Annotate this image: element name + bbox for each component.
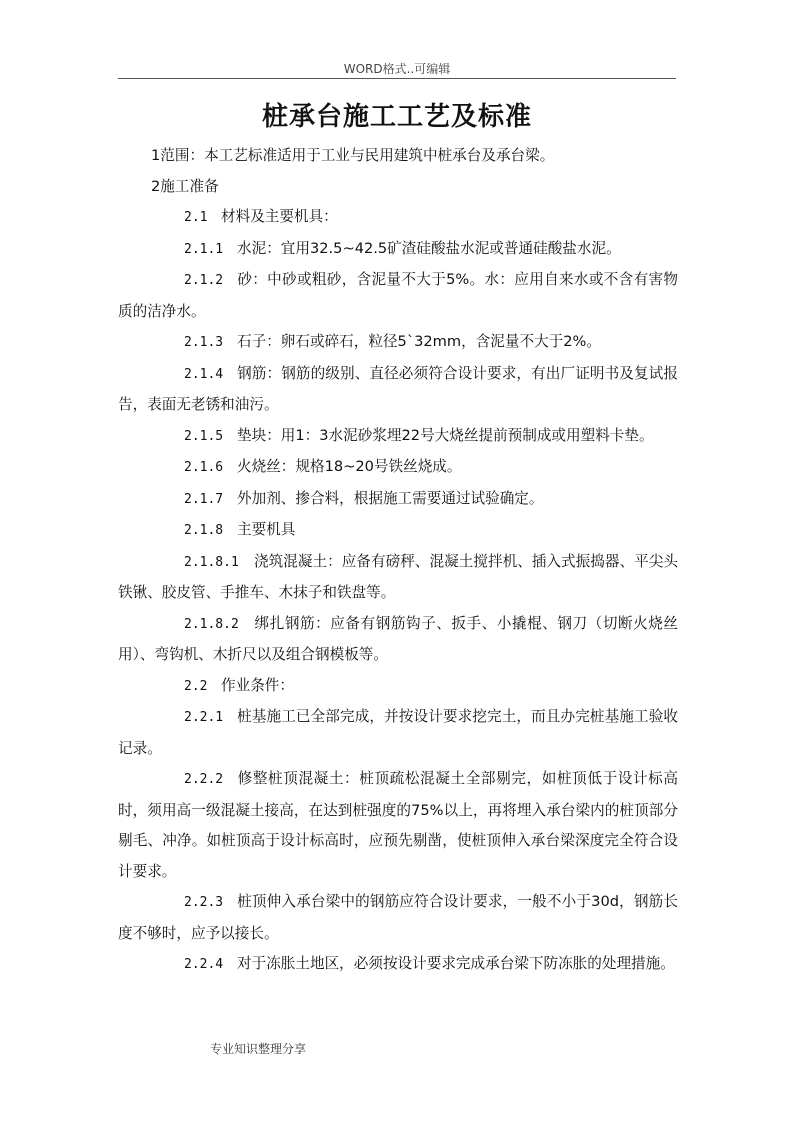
paragraph-2-1-4: 2.1.4 钢筋：钢筋的级别、直径必须符合设计要求，有出厂证明书及复试报告，表面无老锈和油污。 <box>118 359 678 421</box>
section-number: 2.2.4 <box>184 957 224 972</box>
section-number: 2.2 <box>184 678 208 694</box>
paragraph-scope: 1范围：本工艺标准适用于工业与民用建筑中桩承台及承台梁。 <box>151 147 555 164</box>
paragraph-2-1-7: 2.1.7 外加剂、掺合料，根据施工需要通过试验确定。 <box>118 484 678 516</box>
section-number: 2.1.2 <box>184 273 224 288</box>
section-number: 2.1.3 <box>184 335 224 350</box>
paragraph-2-1-1: 2.1.1 水泥：宜用32.5~42.5矿渣硅酸盐水泥或普通硅酸盐水泥。 <box>118 234 678 266</box>
paragraph-2-1: 2.1 材料及主要机具： <box>118 202 678 234</box>
section-number: 2.2.3 <box>184 895 224 910</box>
section-number: 2.1.6 <box>184 460 224 475</box>
paragraph-2-2-1: 2.2.1 桩基施工已全部完成，并按设计要求挖完土，而且办完桩基施工验收记录。 <box>118 702 678 764</box>
section-number: 2.2.2 <box>184 772 224 787</box>
paragraph-2-2-2: 2.2.2 修整桩顶混凝土：桩顶疏松混凝土全部剔完，如桩顶低于设计标高时，须用高一级混凝土接高，在达到桩强度的75%以上，再将埋入承台梁内的桩顶部分剔毛、冲净。如桩顶高于设计标高时，应预先剔凿，使桩顶伸入承台梁深度完全符合设计要求。 <box>118 764 678 887</box>
paragraph-2-2: 2.2 作业条件： <box>118 671 678 703</box>
section-number: 2.1 <box>184 210 208 225</box>
paragraph-2-1-8-2: 2.1.8.2 绑扎钢筋：应备有钢筋钩子、扳手、小撬棍、钢刀（切断火烧丝用）、弯钩机、木折尺以及组合钢模板等。 <box>118 609 678 671</box>
page-header <box>118 56 676 79</box>
paragraph-2-1-8-1: 2.1.8.1 浇筑混凝土：应备有磅秤、混凝土搅拌机、插入式振捣器、平尖头铁锹、胶皮管、手推车、木抹子和铁盘等。 <box>118 547 678 609</box>
paragraph-2-1-2: 2.1.2 砂：中砂或粗砂，含泥量不大于5%。水：应用自来水或不含有害物质的洁净水。 <box>118 265 678 327</box>
paragraph-2-2-3: 2.2.3 桩顶伸入承台梁中的钢筋应符合设计要求，一般不小于30d，钢筋长度不够时，应予以接长。 <box>118 887 678 949</box>
paragraph-2-1-8: 2.1.8 主要机具 <box>118 515 678 547</box>
paragraph-2-2-4: 2.2.4 对于冻胀土地区，必须按设计要求完成承台梁下防冻胀的处理措施。 <box>118 949 678 981</box>
section-number: 2.1.8.1 <box>184 554 239 570</box>
section-number: 2.1.8 <box>184 523 224 538</box>
document-body <box>118 141 678 981</box>
section-number: 2.1.5 <box>184 428 224 444</box>
section-number: 2.1.1 <box>184 241 224 257</box>
paragraph-2-1-3: 2.1.3 石子：卵石或碎石，粒径5`32mm，含泥量不大于2%。 <box>118 327 678 359</box>
section-number: 2.2.1 <box>184 710 224 725</box>
paragraph-2-1-6: 2.1.6 火烧丝：规格18~20号铁丝烧成。 <box>118 452 678 484</box>
section-number: 2.1.7 <box>184 491 224 507</box>
document-title: 桩承台施工工艺及标准 <box>261 102 532 132</box>
page-footer: 专业知识整理分享 <box>210 1042 307 1056</box>
section-number: 2.1.8.2 <box>184 616 239 632</box>
paragraph-2-1-5: 2.1.5 垫块：用1：3水泥砂浆埋22号大烧丝提前预制成或用塑料卡垫。 <box>118 421 678 453</box>
paragraph-preparation: 2施工准备 <box>151 177 219 195</box>
section-number: 2.1.4 <box>184 366 224 382</box>
header-text: WORD格式..可编辑 <box>343 62 451 76</box>
